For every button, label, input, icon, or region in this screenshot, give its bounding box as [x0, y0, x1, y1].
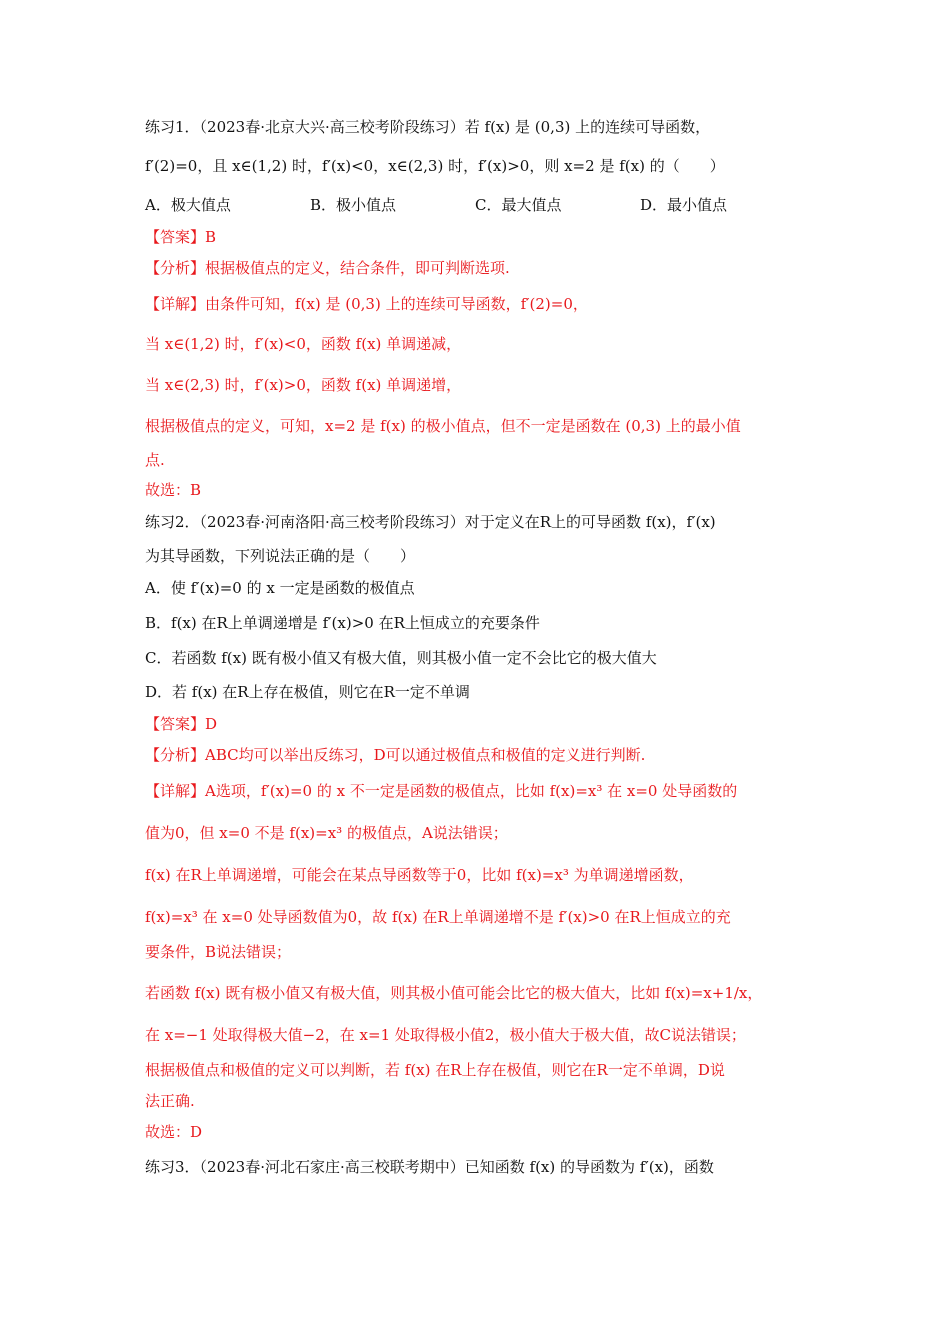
exercise-1-stem-line-1: 练习1．（2023春·北京大兴·高三校考阶段练习）若 f(x) 是 (0,3) 上的连续可导函数， — [145, 118, 711, 136]
exercise-2-detail-line: 【详解】A选项，f′(x)=0 的 x 不一定是函数的极值点，比如 f(x)=x³ 在 x=0 处导函数的 — [145, 782, 738, 800]
exercise-2-analysis: 【分析】ABC均可以举出反练习，D可以通过极值点和极值的定义进行判断. — [145, 746, 646, 764]
exercise-2-detail-line: 根据极值点和极值的定义可以判断，若 f(x) 在R上存在极值，则它在R一定不单调，D说 — [145, 1061, 725, 1079]
exercise-2-detail-line: 值为0，但 x=0 不是 f(x)=x³ 的极值点，A说法错误； — [145, 824, 508, 842]
exercise-2-detail-line: 在 x=−1 处取得极大值−2，在 x=1 处取得极小值2，极小值大于极大值，故C说法错误； — [145, 1026, 746, 1044]
option-d: D．若 f(x) 在R上存在极值，则它在R一定不单调 — [145, 683, 470, 701]
exercise-2-detail-line: 要条件，B说法错误； — [145, 943, 292, 961]
option-b: B．极小值点 — [310, 196, 397, 214]
exercise-3-stem-line-1: 练习3．（2023春·河北石家庄·高三校联考期中）已知函数 f(x) 的导函数为 f′(x)，函数 — [145, 1158, 714, 1176]
exercise-1 — [145, 116, 810, 501]
option-b: B．f(x) 在R上单调递增是 f′(x)>0 在R上恒成立的充要条件 — [145, 614, 540, 632]
exercise-2-detail-line: f(x)=x³ 在 x=0 处导函数值为0，故 f(x) 在R上单调递增不是 f′(x)>0 在R上恒成立的充 — [145, 908, 731, 926]
exercise-1-detail-line: 根据极值点的定义，可知，x=2 是 f(x) 的极小值点，但不一定是函数在 (0,3) 上的最小值 — [145, 417, 741, 435]
option-a: A．使 f′(x)=0 的 x 一定是函数的极值点 — [145, 579, 415, 597]
exercise-1-detail-line: 点. — [145, 451, 165, 469]
exercise-3 — [145, 1156, 810, 1178]
exercise-1-answer: 【答案】B — [145, 228, 217, 246]
exercise-2-detail-line: 若函数 f(x) 既有极小值又有极大值，则其极小值可能会比它的极大值大，比如 f(x)=x+1/x， — [145, 984, 763, 1002]
exercise-2 — [145, 511, 810, 1143]
exercise-2-detail-line: f(x) 在R上单调递增，可能会在某点导函数等于0，比如 f(x)=x³ 为单调递增函数， — [145, 866, 694, 884]
exercise-2-detail-line: 法正确. — [145, 1092, 195, 1110]
exercise-1-options — [145, 194, 810, 216]
option-a: A．极大值点 — [145, 196, 231, 214]
exercise-2-stem-line-1: 练习2．（2023春·河南洛阳·高三校考阶段练习）对于定义在R上的可导函数 f(x)，f′(x) — [145, 513, 716, 531]
exercise-1-detail-line: 当 x∈(1,2) 时，f′(x)<0，函数 f(x) 单调递减， — [145, 335, 462, 353]
exercise-1-stem-line-2: f′(2)=0，且 x∈(1,2) 时，f′(x)<0，x∈(2,3) 时，f′(x)>0，则 x=2 是 f(x) 的（ ） — [145, 157, 725, 175]
exercise-2-stem-line-2: 为其导函数，下列说法正确的是（ ） — [145, 547, 416, 565]
option-c: C．若函数 f(x) 既有极小值又有极大值，则其极小值一定不会比它的极大值大 — [145, 649, 657, 667]
exercise-1-detail-line: 故选：B — [145, 481, 202, 499]
exercise-1-detail-line: 【详解】由条件可知，f(x) 是 (0,3) 上的连续可导函数，f′(2)=0， — [145, 295, 588, 313]
exercise-1-detail-line: 当 x∈(2,3) 时，f′(x)>0，函数 f(x) 单调递增， — [145, 376, 462, 394]
document-content — [145, 116, 810, 1178]
exercise-2-detail-line: 故选：D — [145, 1123, 203, 1141]
option-c: C．最大值点 — [475, 196, 562, 214]
option-d: D．最小值点 — [640, 196, 728, 214]
exercise-1-analysis: 【分析】根据极值点的定义，结合条件，即可判断选项. — [145, 259, 510, 277]
exercise-2-answer: 【答案】D — [145, 715, 218, 733]
